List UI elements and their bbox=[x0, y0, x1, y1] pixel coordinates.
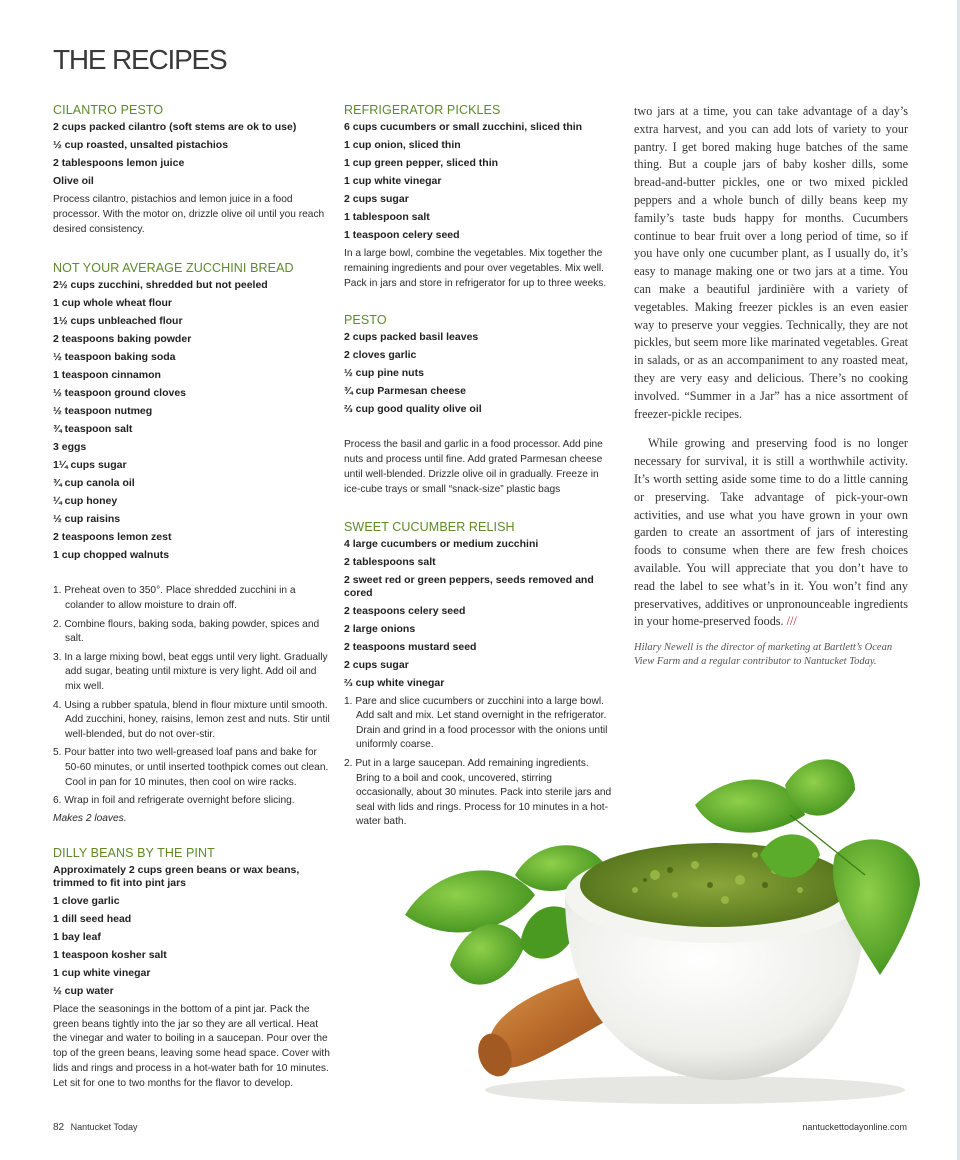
ingredient: 1 cup whole wheat flour bbox=[53, 297, 173, 310]
ingredient: 1 teaspoon celery seed bbox=[344, 229, 460, 241]
ingredient: ½ cup pine nuts bbox=[344, 367, 424, 380]
ingredient: Olive oil bbox=[53, 175, 94, 187]
step: 1. Pare and slice cucumbers or zucchini into a large bowl. Add salt and mix. Let stand overnight in the refrigerator. Drain and grind in a food processor with the onions until uniformly coarse. bbox=[344, 695, 608, 751]
ingredient: ½ cup raisins bbox=[53, 513, 121, 526]
ingredient: 6 cups cucumbers or small zucchini, sliced thin bbox=[344, 121, 583, 133]
ingredient: 2 large onions bbox=[344, 622, 416, 635]
ingredient: 2 cloves garlic bbox=[344, 349, 417, 362]
ingredient: 1 clove garlic bbox=[53, 894, 120, 907]
recipe-method: In a large bowl, combine the vegetables. Mix together the remaining ingredients and pour over vegetables. Mix well. Pack in jars and store in refrigerator for up to three weeks. bbox=[344, 248, 607, 289]
ingredient: 1 dill seed head bbox=[53, 912, 132, 925]
article-paragraph-text: While growing and preserving food is no longer necessary for survival, it is still a worthwhile activity. It’s worth setting aside some time to do a little canning or preserving. Take advantage of pick-your-own activities, and use what you have grown in your own garden to create an assortment of jars of interesting foods to consume when there are few fresh choices available. You will appreciate that you don’t have to read the label to see what’s in it. You won’t find any preservatives, additives or unpronounceable ingredients in your home-preserved foods. bbox=[634, 436, 908, 629]
ingredient: ¾ cup Parmesan cheese bbox=[344, 385, 466, 398]
step: 5. Pour batter into two well-greased loaf pans and bake for 50-60 minutes, or until inserted toothpick comes out clean. Cool in pan for 10 minutes, then cool on wire racks. bbox=[53, 747, 329, 788]
ingredient: 2 teaspoons celery seed bbox=[344, 604, 466, 617]
website-url: nantuckettodayonline.com bbox=[802, 1122, 907, 1132]
pesto-mortar-photo bbox=[395, 745, 940, 1115]
ingredient: ½ cup water bbox=[53, 984, 114, 997]
recipe-method: Process cilantro, pistachios and lemon juice in a food processor. With the motor on, drizzle olive oil until you reach desired consistency. bbox=[53, 194, 325, 235]
steps-list bbox=[53, 584, 333, 808]
step: 3. In a large mixing bowl, beat eggs until very light. Gradually add sugar, beating until mixture is very light. Add oil and mix well. bbox=[53, 651, 328, 692]
recipe-title: PESTO bbox=[344, 313, 387, 328]
ingredient: ½ teaspoon nutmeg bbox=[53, 405, 153, 418]
step: 1. Preheat oven to 350°. Place shredded zucchini in a colander to allow moisture to drain off. bbox=[53, 585, 296, 611]
ingredient: 2 cups sugar bbox=[344, 193, 409, 205]
recipe-pesto bbox=[344, 313, 612, 497]
ingredient: ¾ cup canola oil bbox=[53, 477, 135, 490]
step: 4. Using a rubber spatula, blend in flour mixture until smooth. Add zucchini, honey, raisins, lemon zest and nuts. Stir until well-blended, but do not over-stir. bbox=[53, 699, 330, 740]
recipe-title: CILANTRO PESTO bbox=[53, 103, 164, 117]
recipe-title: REFRIGERATOR PICKLES bbox=[344, 103, 501, 117]
ingredient: 2 cups packed cilantro (soft stems are ok to use) bbox=[53, 121, 297, 133]
ingredient: ½ teaspoon baking soda bbox=[53, 351, 176, 364]
ingredient: 2 sweet red or green peppers, seeds removed and cored bbox=[344, 573, 594, 599]
ingredient: 2 tablespoons salt bbox=[344, 555, 436, 568]
ingredient: ⅔ cup good quality olive oil bbox=[344, 403, 482, 416]
recipe-method: Process the basil and garlic in a food processor. Add pine nuts and process until fine. Add grated Parmesan cheese until well-blended. Drizzle olive oil in gradually. Freeze in ice-cube trays or small “snack-size” plastic bags bbox=[344, 439, 603, 495]
recipe-zucchini-bread bbox=[53, 261, 333, 823]
ingredient: 3 eggs bbox=[53, 441, 87, 454]
recipe-title: NOT YOUR AVERAGE ZUCCHINI BREAD bbox=[53, 261, 294, 276]
ingredient: 1 cup onion, sliced thin bbox=[344, 139, 461, 151]
recipe-yield: Makes 2 loaves. bbox=[53, 812, 127, 824]
page-title: THE RECIPES bbox=[53, 44, 227, 75]
ingredient: 2 tablespoons lemon juice bbox=[53, 157, 185, 169]
ingredient: ¼ cup honey bbox=[53, 495, 118, 508]
ingredient: 1 cup green pepper, sliced thin bbox=[344, 157, 499, 169]
column-left bbox=[53, 103, 333, 1091]
ingredient: ½ teaspoon ground cloves bbox=[53, 387, 187, 400]
ingredient: 1 teaspoon cinnamon bbox=[53, 369, 161, 382]
ingredient: 2½ cups zucchini, shredded but not peeled bbox=[53, 279, 268, 292]
ingredient: 1 bay leaf bbox=[53, 930, 101, 943]
ingredient: 2 teaspoons lemon zest bbox=[53, 531, 172, 544]
recipe-dilly-beans bbox=[53, 846, 333, 1092]
ingredient: 2 teaspoons mustard seed bbox=[344, 640, 477, 653]
page-footer-left bbox=[53, 1122, 138, 1133]
page-number: 82 bbox=[53, 1122, 65, 1133]
step: 6. Wrap in foil and refrigerate overnight before slicing. bbox=[53, 795, 295, 807]
ingredient: 2 cups packed basil leaves bbox=[344, 331, 479, 344]
end-mark: /// bbox=[786, 614, 797, 629]
author-bio: Hilary Newell is the director of marketing at Bartlett’s Ocean View Farm and a regular contributor to Nantucket Today. bbox=[634, 642, 893, 668]
ingredient: ½ cup roasted, unsalted pistachios bbox=[53, 139, 229, 151]
ingredient: 1 cup white vinegar bbox=[53, 966, 151, 979]
step: 2. Put in a large saucepan. Add remaining ingredients. Bring to a boil and cook, uncovered, stirring occasionally, about 30 minutes. Pack into sterile jars and seal with lids and rings. Process for 10 minutes in a hot-water bath. bbox=[344, 757, 612, 828]
ingredient: ⅔ cup white vinegar bbox=[344, 676, 445, 689]
column-middle bbox=[344, 103, 612, 834]
ingredient: 2 teaspoons baking powder bbox=[53, 333, 192, 346]
article-paragraph bbox=[634, 435, 908, 631]
recipe-cilantro-pesto bbox=[53, 103, 333, 237]
ingredient: 1 tablespoon salt bbox=[344, 211, 430, 223]
recipe-method: Place the seasonings in the bottom of a pint jar. Pack the green beans tightly into the jar so they are all vertical. Heat the vinegar and water to boiling in a saucepan. Pour over the top of the green beans, leaving some head space. Cover with lids and rings and process in a hot-water bath for 10 minutes. Let sit for one to two months for the flavor to develop. bbox=[53, 1003, 330, 1089]
recipe-refrigerator-pickles bbox=[344, 103, 612, 291]
ingredient: 1 teaspoon kosher salt bbox=[53, 948, 167, 961]
ingredient: 4 large cucumbers or medium zucchini bbox=[344, 537, 539, 550]
column-right bbox=[634, 103, 908, 669]
ingredient: Approximately 2 cups green beans or wax beans, trimmed to fit into pint jars bbox=[53, 863, 300, 889]
recipe-title: SWEET CUCUMBER RELISH bbox=[344, 519, 515, 534]
ingredient: 1¼ cups sugar bbox=[53, 459, 127, 472]
ingredient: 1 cup chopped walnuts bbox=[53, 549, 170, 562]
step: 2. Combine flours, baking soda, baking powder, spices and salt. bbox=[53, 618, 320, 645]
article-paragraph: two jars at a time, you can take advantage of a day’s extra harvest, and you can add lots of variety to your pantry. I get bored making huge batches of the same thing. But a couple jars of baby kosher dills, some bread-and-butter pickles, one or two mixed pickled peppers and a whole bunch of dilly beans keep my family’s taste buds happy for months. Cucumbers continue to bear fruit over a long period of time, so if you have only one cucumber plant, as I usually do, it’s easy to manage making one or two jars at a time. You can make a beautiful jardinière with a variety of vegetables. Making freezer pickles is an even easier way to preserve your veggies. Technically, they are not pickles, but seem more like marinated vegetables. Great in salads, or as an accompaniment to any roasted meat, they are very easy and delicious. There’s no cooking involved. “Summer in a Jar” has a nice assortment of freezer-pickle recipes. bbox=[634, 104, 908, 421]
publication-name: Nantucket Today bbox=[70, 1122, 138, 1132]
ingredient: 1½ cups unbleached flour bbox=[53, 315, 183, 328]
recipe-title: DILLY BEANS BY THE PINT bbox=[53, 845, 215, 860]
ingredient: 2 cups sugar bbox=[344, 658, 409, 671]
ingredient: ¾ teaspoon salt bbox=[53, 423, 133, 436]
ingredient: 1 cup white vinegar bbox=[344, 175, 442, 187]
